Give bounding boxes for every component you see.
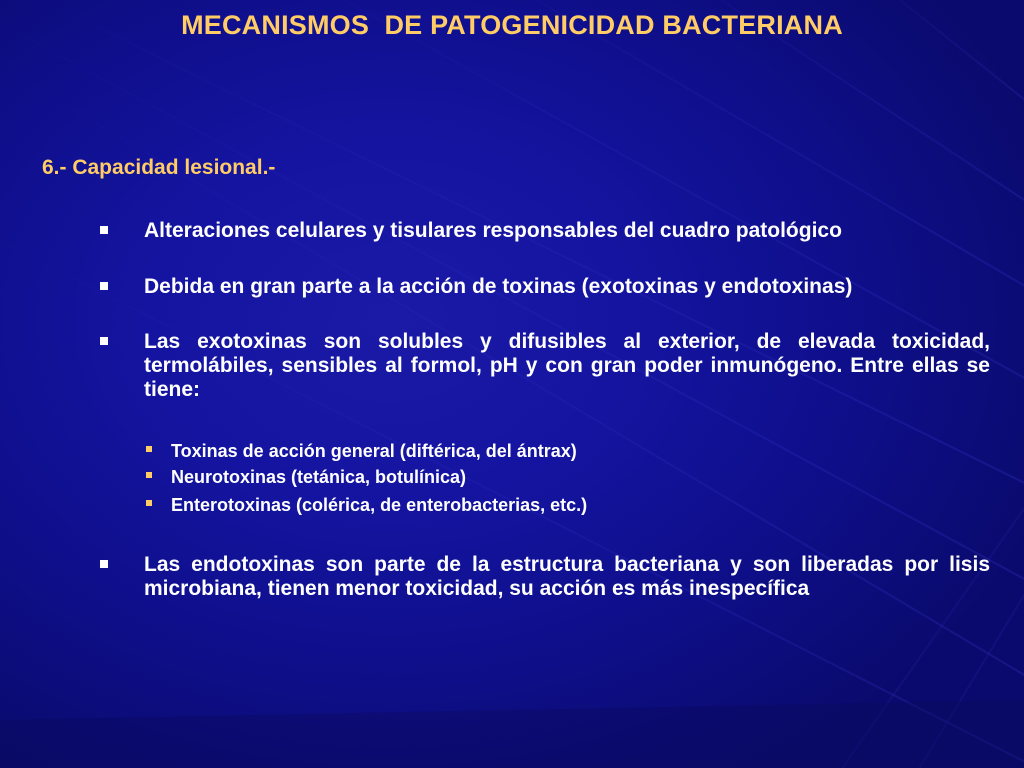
square-bullet-icon <box>100 226 108 234</box>
bullet-item <box>100 330 990 402</box>
bullet-text: Debida en gran parte a la acción de toxinas (exotoxinas y endotoxinas) <box>144 275 853 298</box>
sub-bullet-item <box>146 440 986 462</box>
sub-bullet-item <box>146 494 986 516</box>
square-bullet-icon <box>100 560 108 568</box>
sub-bullet-text: Enterotoxinas (colérica, de enterobacterias, etc.) <box>171 495 588 515</box>
square-bullet-icon <box>100 282 108 290</box>
sub-bullet-item <box>146 466 986 488</box>
bullet-text: Las endotoxinas son parte de la estructura bacteriana y son liberadas por lisis microbiana, tienen menor toxicidad, su acción es más inespecífica <box>144 553 990 600</box>
section-heading: 6.- Capacidad lesional.- <box>42 156 276 179</box>
sub-bullet-text: Toxinas de acción general (diftérica, del ántrax) <box>171 441 577 461</box>
bullet-text: Las exotoxinas son solubles y difusibles al exterior, de elevada toxicidad, termolábiles, sensibles al formol, pH y con gran poder inmunógeno. Entre ellas se tiene: <box>144 330 990 401</box>
small-square-bullet-icon <box>146 500 152 506</box>
sub-bullet-text: Neurotoxinas (tetánica, botulínica) <box>171 467 467 487</box>
small-square-bullet-icon <box>146 472 152 478</box>
small-square-bullet-icon <box>146 446 152 452</box>
slide-title: MECANISMOS DE PATOGENICIDAD BACTERIANA <box>181 10 843 40</box>
bullet-item <box>100 219 990 243</box>
bullet-text: Alteraciones celulares y tisulares responsables del cuadro patológico <box>144 219 842 242</box>
bullet-item <box>100 275 990 299</box>
square-bullet-icon <box>100 337 108 345</box>
bullet-item <box>100 553 990 601</box>
